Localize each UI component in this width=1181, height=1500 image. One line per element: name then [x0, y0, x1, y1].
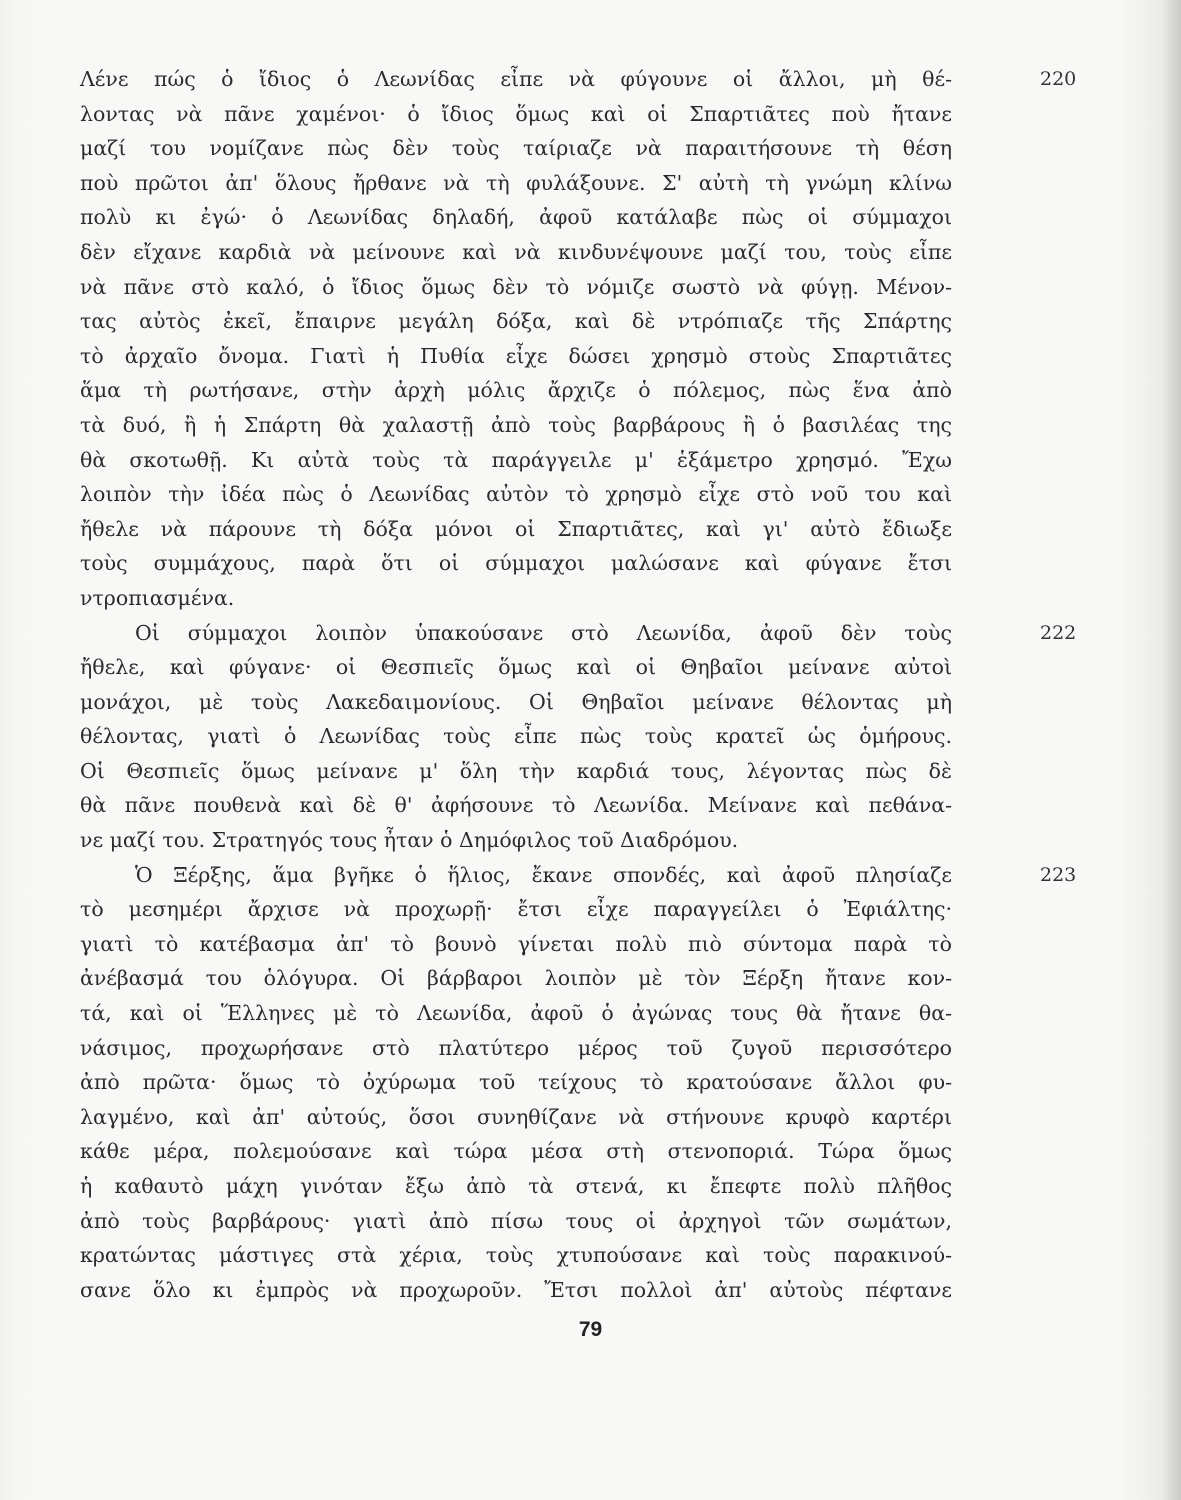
- text-line: πολὺ κι ἐγώ· ὁ Λεωνίδας δηλαδή, ἀφοῦ κατάλαβε πὼς οἱ σύμμαχοι: [80, 205, 952, 230]
- text-line: ἤθελε, καὶ φύγανε· οἱ Θεσπιεῖς ὅμως καὶ οἱ Θηβαῖοι μείνανε αὐτοὶ: [80, 655, 952, 680]
- page-number: 79: [578, 1318, 603, 1341]
- text-line: τὸ μεσημέρι ἄρχισε νὰ προχωρῇ· ἔτσι εἶχε παραγγείλει ὁ Ἐφιάλτης·: [80, 897, 952, 922]
- text-line: τά, καὶ οἱ Ἕλληνες μὲ τὸ Λεωνίδα, ἀφοῦ ὁ ἀγώνας τους θὰ ἤτανε θα-: [80, 1001, 952, 1026]
- body-text: [80, 62, 1077, 1307]
- text-line: νὰ πᾶνε στὸ καλό, ὁ ἴδιος ὅμως δὲν τὸ νόμιζε σωστὸ νὰ φύγῃ. Μένον-: [80, 274, 952, 299]
- text-line: κρατώντας μάστιγες στὰ χέρια, τοὺς χτυπούσανε καὶ τοὺς παρακινού-: [80, 1243, 952, 1268]
- margin-section-number: 223: [1040, 863, 1077, 886]
- text-line: σανε ὅλο κι ἐμπρὸς νὰ προχωροῦν. Ἔτσι πολλοὶ ἀπ' αὐτοὺς πέφτανε: [80, 1277, 952, 1302]
- text-line: ἡ καθαυτὸ μάχη γινόταν ἔξω ἀπὸ τὰ στενά, κι ἔπεφτε πολὺ πλῆθος: [80, 1174, 952, 1198]
- text-line: θὰ πᾶνε πουθενὰ καὶ δὲ θ' ἀφήσουνε τὸ Λεωνίδα. Μείνανε καὶ πεθάνα-: [80, 793, 952, 818]
- text-line: τὰ δυό, ἢ ἡ Σπάρτη θὰ χαλαστῇ ἀπὸ τοὺς βαρβάρους ἢ ὁ βασιλέας της: [80, 412, 952, 437]
- text-line: νε μαζί του. Στρατηγός τους ἦταν ὁ Δημόφιλος τοῦ Διαδρόμου.: [80, 828, 739, 853]
- text-line: λαγμένο, καὶ ἀπ' αὐτούς, ὅσοι συνηθίζανε νὰ στήνουνε κρυφὸ καρτέρι: [80, 1104, 952, 1129]
- margin-section-number: 220: [1040, 68, 1077, 90]
- text-line: ἀπὸ τοὺς βαρβάρους· γιατὶ ἀπὸ πίσω τους οἱ ἀρχηγοὶ τῶν σωμάτων,: [80, 1208, 952, 1233]
- text-line: λοντας νὰ πᾶνε χαμένοι· ὁ ἴδιος ὅμως καὶ οἱ Σπαρτιᾶτες ποὺ ἤτανε: [80, 101, 952, 126]
- text-line: ποὺ πρῶτοι ἀπ' ὅλους ἤρθανε νὰ τὴ φυλάξουνε. Σ' αὐτὴ τὴ γνώμη κλίνω: [80, 170, 952, 195]
- text-line: γιατὶ τὸ κατέβασμα ἀπ' τὸ βουνὸ γίνεται πολὺ πιὸ σύντομα παρὰ τὸ: [80, 931, 952, 956]
- text-line: μονάχοι, μὲ τοὺς Λακεδαιμονίους. Οἱ Θηβαῖοι μείνανε θέλοντας μὴ: [80, 689, 952, 714]
- text-line: ντροπιασμένα.: [80, 585, 235, 610]
- text-line: τας αὐτὸς ἐκεῖ, ἔπαιρνε μεγάλη δόξα, καὶ δὲ ντρόπιαζε τῆς Σπάρτης: [80, 309, 952, 334]
- text-line: Οἱ Θεσπιεῖς ὅμως μείνανε μ' ὅλη τὴν καρδιά τους, λέγοντας πὼς δὲ: [80, 758, 952, 783]
- text-line: μαζί του νομίζανε πὼς δὲν τοὺς ταίριαζε νὰ παραιτήσουνε τὴ θέση: [80, 136, 952, 161]
- text-line: κάθε μέρα, πολεμούσανε καὶ τώρα μέσα στὴ στενοποριά. Τώρα ὅμως: [80, 1139, 952, 1164]
- text-line: ἤθελε νὰ πάρουνε τὴ δόξα μόνοι οἱ Σπαρτιᾶτες, καὶ γι' αὐτὸ ἔδιωξε: [80, 516, 952, 541]
- text-line: θέλοντας, γιατὶ ὁ Λεωνίδας τοὺς εἶπε πὼς τοὺς κρατεῖ ὡς ὁμήρους.: [80, 724, 952, 749]
- text-line: ἀνέβασμά του ὁλόγυρα. Οἱ βάρβαροι λοιπὸν μὲ τὸν Ξέρξη ἤτανε κον-: [80, 966, 952, 991]
- text-line: νάσιμος, προχωρήσανε στὸ πλατύτερο μέρος τοῦ ζυγοῦ περισσότερο: [80, 1035, 952, 1060]
- page-edge-shadow: [1163, 0, 1181, 1500]
- text-line: Ὁ Ξέρξης, ἅμα βγῆκε ὁ ἥλιος, ἔκανε σπονδές, καὶ ἀφοῦ πλησίαζε: [135, 862, 952, 887]
- text-line: Λένε πώς ὁ ἴδιος ὁ Λεωνίδας εἶπε νὰ φύγουνε οἱ ἄλλοι, μὴ θέ-: [80, 67, 952, 91]
- text-line: λοιπὸν τὴν ἰδέα πὼς ὁ Λεωνίδας αὐτὸν τὸ χρησμὸ εἶχε στὸ νοῦ του καὶ: [80, 482, 952, 507]
- margin-section-number: 222: [1040, 621, 1077, 644]
- text-line: Οἱ σύμμαχοι λοιπὸν ὑπακούσανε στὸ Λεωνίδα, ἀφοῦ δὲν τοὺς: [135, 620, 952, 645]
- text-line: ἅμα τὴ ρωτήσανε, στὴν ἀρχὴ μόλις ἄρχιζε ὁ πόλεμος, πὼς ἕνα ἀπὸ: [80, 378, 952, 403]
- text-line: θὰ σκοτωθῇ. Κι αὐτὰ τοὺς τὰ παράγγειλε μ' ἑξάμετρο χρησμό. Ἔχω: [80, 447, 952, 472]
- text-line: τὸ ἀρχαῖο ὄνομα. Γιατὶ ἡ Πυθία εἶχε δώσει χρησμὸ στοὺς Σπαρτιᾶτες: [80, 343, 952, 368]
- text-line: τοὺς συμμάχους, παρὰ ὅτι οἱ σύμμαχοι μαλώσανε καὶ φύγανε ἔτσι: [80, 551, 952, 576]
- text-line: δὲν εἴχανε καρδιὰ νὰ μείνουνε καὶ νὰ κινδυνέψουνε μαζί του, τοὺς εἶπε: [80, 239, 952, 264]
- text-line: ἀπὸ πρῶτα· ὅμως τὸ ὀχύρωμα τοῦ τείχους τὸ κρατούσανε ἄλλοι φυ-: [80, 1070, 952, 1095]
